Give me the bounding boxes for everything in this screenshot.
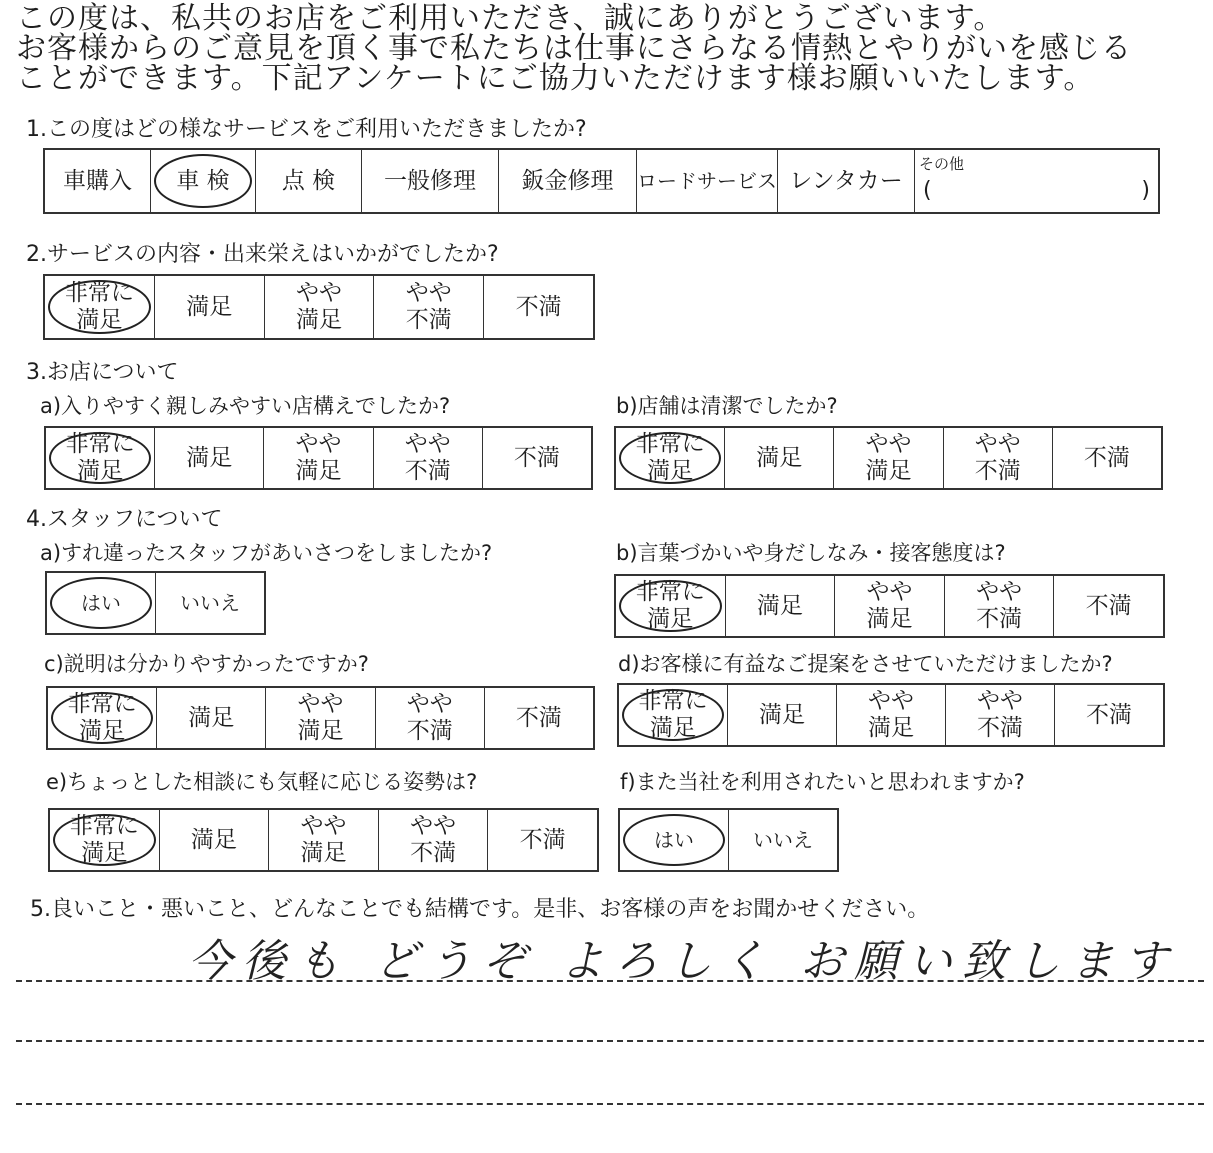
question-5: 5.良いこと・悪いこと、どんなことでも結構です。是非、お客様の声をお聞かせください。 (30, 897, 930, 922)
q1-option-general-repair[interactable]: 一般修理 (361, 150, 498, 212)
q1-option-rental-car[interactable]: レンタカー (777, 150, 914, 212)
q4c-somewhat-dissatisfied[interactable]: やや 不満 (375, 688, 484, 748)
q2-very-satisfied[interactable]: 非常に 満足 (45, 276, 154, 338)
question-4: 4.スタッフについて (26, 507, 223, 532)
q3b-scale-grid (614, 426, 1163, 490)
question-3a: a)入りやすく親しみやすい店構えでしたか? (40, 394, 451, 418)
intro-line-3: ことができます。下記アンケートにご協力いただけます様お願いいたします。 (16, 61, 1095, 96)
q4c-very-satisfied[interactable]: 非常に 満足 (48, 688, 156, 748)
q4a-yesno-grid (45, 571, 266, 635)
question-4c: c)説明は分かりやすかったですか? (44, 652, 369, 676)
q2-dissatisfied[interactable]: 不満 (483, 276, 593, 338)
q3a-somewhat-dissatisfied[interactable]: やや 不満 (373, 428, 482, 488)
q2-somewhat-dissatisfied[interactable]: やや 不満 (373, 276, 483, 338)
q4d-satisfied[interactable]: 満足 (727, 685, 836, 745)
q4e-somewhat-dissatisfied[interactable]: やや 不満 (378, 810, 488, 870)
q2-scale-grid (43, 274, 595, 340)
q1-option-other[interactable] (914, 150, 1158, 212)
q2-somewhat-satisfied[interactable]: やや 満足 (264, 276, 374, 338)
q4a-yes[interactable]: はい (47, 573, 155, 633)
q3b-very-satisfied[interactable]: 非常に 満足 (616, 428, 724, 488)
comment-line-1[interactable] (16, 980, 1204, 982)
q4c-satisfied[interactable]: 満足 (156, 688, 265, 748)
q4d-very-satisfied[interactable]: 非常に 満足 (619, 685, 727, 745)
q4d-somewhat-dissatisfied[interactable]: やや 不満 (945, 685, 1054, 745)
intro-text (16, 1, 1132, 96)
q3a-somewhat-satisfied[interactable]: やや 満足 (263, 428, 372, 488)
comment-line-2[interactable] (16, 1040, 1204, 1042)
q4f-no[interactable]: いいえ (728, 810, 837, 870)
comment-line-3[interactable] (16, 1103, 1204, 1105)
question-1: 1.この度はどの様なサービスをご利用いただきましたか? (26, 117, 587, 142)
q4b-dissatisfied[interactable]: 不満 (1053, 576, 1163, 636)
q3b-satisfied[interactable]: 満足 (724, 428, 833, 488)
q4d-scale-grid (617, 683, 1165, 747)
q1-option-inspection[interactable]: 車 検 (150, 150, 255, 212)
q3a-satisfied[interactable]: 満足 (154, 428, 263, 488)
q3a-scale-grid (44, 426, 593, 490)
handwritten-comment: 今後も どうぞ よろしく お願い致します (188, 936, 1178, 987)
q4c-dissatisfied[interactable]: 不満 (484, 688, 593, 748)
q4e-somewhat-satisfied[interactable]: やや 満足 (268, 810, 378, 870)
q3a-dissatisfied[interactable]: 不満 (482, 428, 591, 488)
q4f-yesno-grid (618, 808, 839, 872)
q4a-no[interactable]: いいえ (155, 573, 264, 633)
intro-line-2: お客様からのご意見を頂く事で私たちは仕事にさらなる情熱とやりがいを感じる (16, 31, 1132, 66)
q4c-scale-grid (46, 686, 595, 750)
q3b-somewhat-satisfied[interactable]: やや 満足 (833, 428, 942, 488)
q2-satisfied[interactable]: 満足 (154, 276, 264, 338)
q4b-scale-grid (614, 574, 1165, 638)
q4b-somewhat-dissatisfied[interactable]: やや 不満 (944, 576, 1054, 636)
question-2: 2.サービスの内容・出来栄えはいかがでしたか? (26, 242, 499, 267)
question-3b: b)店舗は清潔でしたか? (616, 394, 838, 418)
question-4d: d)お客様に有益なご提案をさせていただけましたか? (618, 652, 1113, 676)
q3b-dissatisfied[interactable]: 不満 (1052, 428, 1161, 488)
q3a-very-satisfied[interactable]: 非常に 満足 (46, 428, 154, 488)
q4e-dissatisfied[interactable]: 不満 (487, 810, 597, 870)
q4e-very-satisfied[interactable]: 非常に 満足 (50, 810, 159, 870)
q3b-somewhat-dissatisfied[interactable]: やや 不満 (943, 428, 1052, 488)
q4d-dissatisfied[interactable]: 不満 (1054, 685, 1163, 745)
other-label: その他 (919, 155, 965, 173)
intro-line-1: この度は、私共のお店をご利用いただき、誠にありがとうございます。 (16, 1, 1005, 36)
question-4b: b)言葉づかいや身だしなみ・接客態度は? (616, 541, 1006, 565)
question-4e: e)ちょっとした相談にも気軽に応じる姿勢は? (46, 770, 478, 794)
q1-option-body-repair[interactable]: 鈑金修理 (498, 150, 636, 212)
q4e-scale-grid (48, 808, 599, 872)
q4e-satisfied[interactable]: 満足 (159, 810, 269, 870)
q4c-somewhat-satisfied[interactable]: やや 満足 (265, 688, 374, 748)
q4d-somewhat-satisfied[interactable]: やや 満足 (836, 685, 945, 745)
q1-option-car-purchase[interactable]: 車購入 (63, 167, 132, 194)
q1-options-grid (43, 148, 1160, 214)
q1-option-check[interactable]: 点 検 (255, 150, 361, 212)
question-3: 3.お店について (26, 360, 179, 385)
q1-option-road-service[interactable]: ロードサービス (636, 150, 777, 212)
question-4f: f)また当社を利用されたいと思われますか? (620, 770, 1025, 794)
q4b-very-satisfied[interactable]: 非常に 満足 (616, 576, 725, 636)
other-field[interactable]: ( ) (923, 178, 1150, 203)
q4f-yes[interactable]: はい (620, 810, 728, 870)
q4b-somewhat-satisfied[interactable]: やや 満足 (834, 576, 944, 636)
q4b-satisfied[interactable]: 満足 (725, 576, 835, 636)
question-4a: a)すれ違ったスタッフがあいさつをしましたか? (40, 541, 493, 565)
